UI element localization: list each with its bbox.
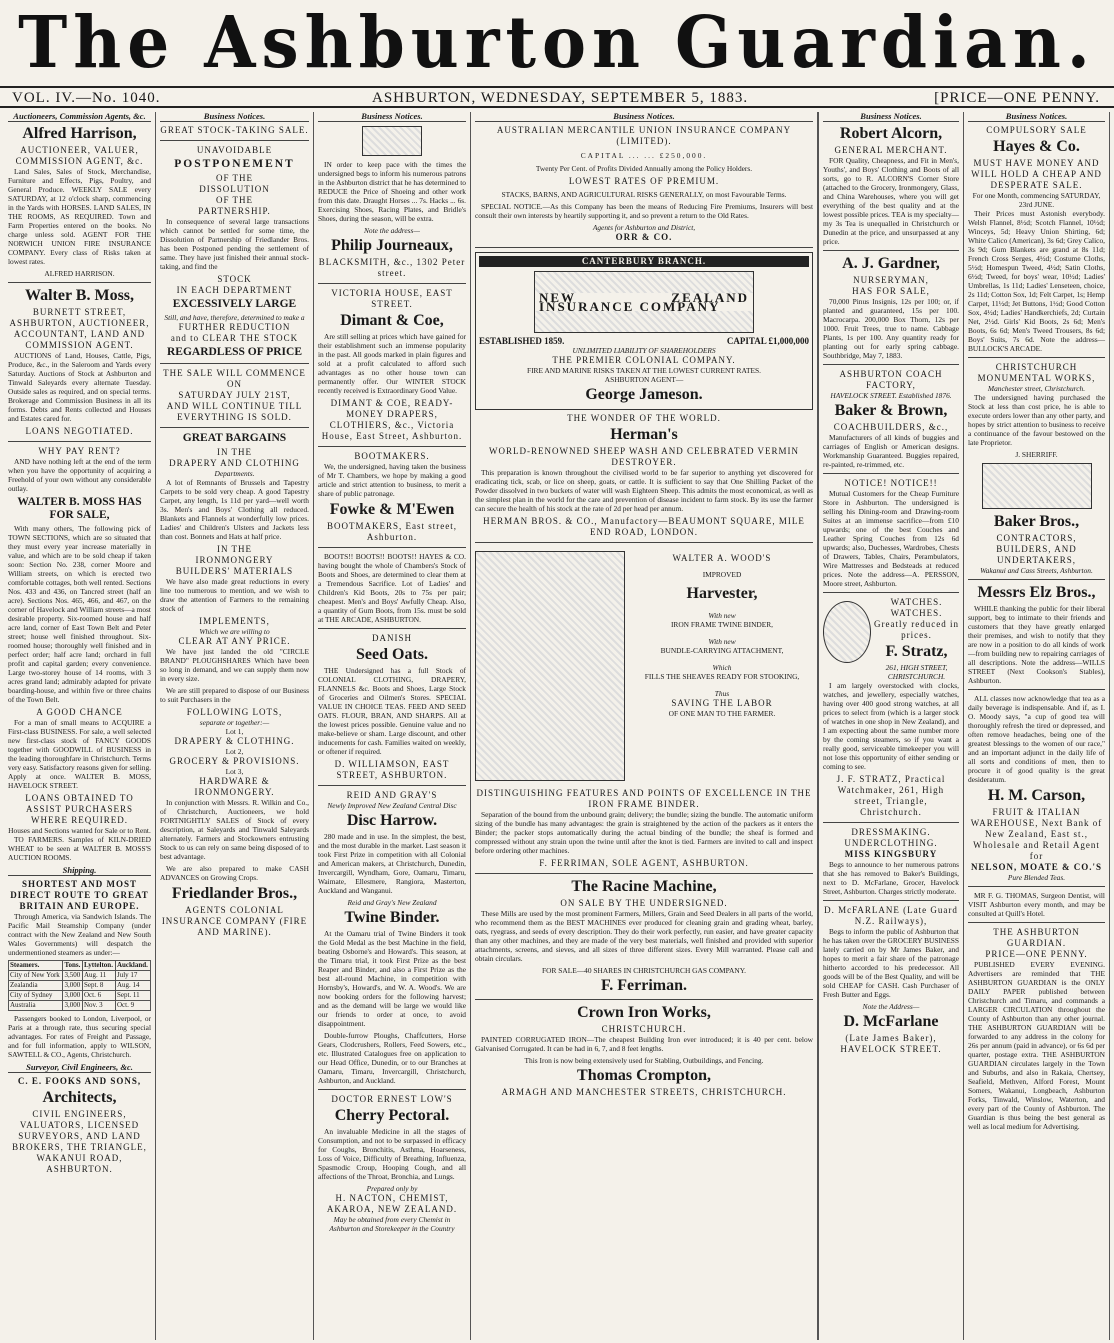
ad-line: THE ASHBURTON GUARDIAN. — [993, 927, 1080, 948]
ad-line: THE SALE WILL COMMENCE ON — [163, 368, 306, 389]
ad-line: Manchester street, Christchurch. — [987, 384, 1086, 393]
table-cell: 3,000 — [63, 981, 83, 991]
ad-body: In consequence of several large transactions which cannot be settled for some time, the Dissolution of Partnership of Friedlander Bros. has been Postponed pending the settlement of same. They have just finished their annual stock-taking, and find the — [160, 217, 309, 271]
ad-body: Passengers booked to London, Liverpool, or Paris at a through rate, thus securing special advantages. For rates of Freight and Passage, and for full information, apply to WILSON, SAWTELL & CO., Agents, Christchurch. — [8, 1014, 151, 1059]
ad-line: May be obtained from every Chemist in Ashburton and Storekeeper in the Country — [329, 1215, 455, 1233]
ad-line: BOOTMAKERS. — [354, 451, 430, 461]
ad-body: We are still prepared to dispose of our Business to suit Purchasers in the — [160, 686, 309, 704]
ad-subtitle: MUST HAVE MONEY AND WILL HOLD A CHEAP AND DESPERATE SALE. — [971, 158, 1102, 190]
ad-title: Disc Harrow. — [346, 812, 438, 829]
ad-subtitle: BOOTMAKERS, East street, Ashburton. — [327, 521, 457, 542]
ad-title: A. J. Gardner, — [842, 255, 940, 272]
ad-body: Begs to inform the public of Ashburton that he has taken over the GROCERY BUSINESS lately carried on by Mr James Baker, and hopes to merit a fair share of the patronage hitherto accorded to his predecessor. All goods will be of the Best Quality, and will be sold CHEAP for CASH. Cash Purchaser of Fresh Butter and Eggs. — [823, 927, 959, 999]
ad-title: EXCESSIVELY LARGE — [172, 298, 297, 310]
dateline — [0, 86, 1114, 108]
ad-line: ASHBURTON AGENT— — [604, 375, 684, 384]
ad-line: and to CLEAR THE STOCK — [170, 333, 299, 343]
ad-line: For one Month, commencing SATURDAY, 23rd JUNE. — [972, 191, 1101, 209]
ad-body: TO FARMERS. Samples of KILN-DRIED WHEAT to be seen at WALTER B. MOSS'S AUCTION ROOMS. — [8, 835, 151, 862]
table-cell: City of New York — [9, 971, 63, 981]
ad-line: Still, and have, therefore, determined to make a — [164, 313, 305, 322]
ad-line: OF THE — [215, 173, 254, 183]
ad-line: A GOOD CHANCE — [36, 707, 123, 717]
ad-line: Wakanui and Cass Streets, Ashburton. — [980, 566, 1093, 575]
ad-body: AND have nothing left at the end of the term when you have the opportunity of acquiring a Freehold of your own without any considerable outlay. — [8, 457, 151, 493]
watch-text — [874, 597, 959, 681]
table-cell: City of Sydney — [9, 991, 63, 1001]
ad-line: REID AND GRAY'S — [346, 790, 438, 800]
ad-title: F. Stratz, — [885, 643, 948, 660]
table-cell: Sept. 11 — [115, 991, 150, 1001]
ad-line: Which — [712, 663, 732, 672]
ad-line: DISSOLUTION — [199, 184, 270, 194]
ad-line: DRAPERY & CLOTHING. — [174, 736, 295, 746]
ad-line: FURTHER REDUCTION — [178, 322, 291, 332]
ad-body: 280 made and in use. In the simplest, the best, and the most durable in the market. Last season it took First Prize in competition with all Colonial and American makers, at Christchurch, Dunedin, Invercargill, Wyndham, Gore, Oamaru, Timaru, Waimate, Ellesmere, Rangiora, Masterton, Auckland and Wanganui. — [318, 832, 466, 895]
ad-body: ALL classes now acknowledge that tea as a daily beverage is indispensable. And if, as I. O. Moody says, "a cup of good tea will thoroughly refresh the tired or depressed, and often remove headaches, being one of the greatest blessings to the women of our race," and an important adjunct in the daily life of all sorts and conditions of men, then to procure it of good quality is the great desideratum. — [968, 694, 1105, 784]
ad-body: The undersigned having purchased the Stock at less than cost price, he is able to execute orders lower than any other party, and hopes by strict attention to business to receive a continuance of the favour bestowed on the late Proprietor. — [968, 393, 1105, 447]
ad-line: FILLS THE SHEAVES READY FOR STOOKING, — [644, 672, 800, 681]
ad-line: Houses and Sections wanted for Sale or to Rent. — [8, 826, 151, 835]
ad-subtitle: AGENTS COLONIAL INSURANCE COMPANY (FIRE AND MARINE). — [161, 905, 308, 937]
ad-subtitle: COACHBUILDERS, &c., — [833, 422, 949, 432]
table-cell: 3,000 — [63, 991, 83, 1001]
ad-title: Baker & Brown, — [834, 402, 948, 419]
ad-line: Pure Blended Teas. — [1007, 873, 1066, 882]
ad-body: In conjunction with Messrs. R. Wilkin and Co., of Christchurch, Auctioneers, we hold FORTNIGHTLY SALES of Stock of every description, at Saleyards and Tinwald Saleyards alternately. Farmers and Stockowners entrusting Stock to us can rely on same being disposed of to best advantage. — [160, 798, 309, 861]
ad-line: OF ONE MAN TO THE FARMER. — [668, 709, 776, 718]
ad-title: Hayes & Co. — [993, 138, 1080, 155]
ad-line: separate or together:— — [199, 718, 270, 727]
ad-signature: ALFRED HARRISON. — [44, 269, 115, 278]
ad-body: Separation of the bound from the unbound grain; delivery; the bundle; sizing the bundle. The automatic uniform sizing of the bundle has many advantages: the grain is straightened by the action of the packers as it enters the Binder; the packer stops automatically during the actual binding of the bundle; the sheaf is formed and compressed without any strain upon the twine until after the knot is tied. Farmers are invited to call and inspect before ordering other machines. — [475, 810, 813, 855]
table-cell: Oct. 9 — [115, 1001, 150, 1011]
ad-subtitle: BURNETT STREET, ASHBURTON, AUCTIONEER, ACCOUNTANT, LAND AND COMMISSION AGENT. — [9, 307, 150, 350]
ad-line: LOANS NEGOTIATED. — [25, 426, 134, 436]
ad-line: Newly Improved New Zealand Central Disc — [327, 801, 457, 810]
ad-title: F. Ferriman. — [600, 977, 688, 994]
ad-body: Are still selling at prices which have gained for their establishment such an immense popularity in the past. All goods marked in plain figures and sold at a profit calculated to afford such advantages as no other house town can permanently offer. Our WINTER STOCK recently received is Extraordinary Good Value. — [318, 332, 466, 395]
ad-line: BUNDLE-CARRYING ATTACHMENT, — [660, 646, 784, 655]
ad-body: A lot of Remnants of Brussels and Tapestry Carpets to be sold very cheap. A good Tapestry Carpet, any length, 1s 11d per yard—well worth 3s. Men's and Boys' Clothing all reduced. Blankets and Flannels at wonderfully low prices. Ladies' and Children's Ulsters and Jackets less than cost. Bonnets and Hats at half price. — [160, 478, 309, 541]
ad-title: Seed Oats. — [356, 646, 428, 663]
ad-line: D. McFARLANE (Late Guard N.Z. Railways), — [824, 905, 958, 926]
ad-title: Twine Binder. — [344, 909, 440, 926]
masthead — [0, 0, 1114, 84]
ad-line: HAVELOCK STREET. Established 1876. — [830, 391, 952, 400]
ad-body: SPECIAL NOTICE.—As this Company has been the means of Reducing Fire Premiums, Insurers will best consult their own interests by heartily supporting it, and so prevent a return to the Old Rates. — [475, 202, 813, 220]
capital: CAPITAL £1,000,000 — [726, 336, 809, 346]
price: [PRICE—ONE PENNY. — [934, 90, 1100, 106]
ad-title: MISS KINGSBURY — [844, 849, 938, 859]
ad-line: Reid and Gray's New Zealand — [347, 898, 437, 907]
ad-line: SATURDAY JULY 21ST, — [178, 390, 291, 400]
ad-line: Agents for Ashburton and District, — [592, 223, 696, 232]
ad-body: Their Prices must Astonish everybody. Welsh Flannel, 8½d; Scotch Flannel, 10½d; Winceys, 5d; Heavy Union Shirting, 6d; White Calico (American), 3s 6d; Grey Calico, 3s 9d; Gum Blankets are grand at 8s 11d; French Cross Serges, 4½d; Costume Cloths, 5½d; Homespun Tweed, 4½d; Satin Cloths, 6½d; Tweed, for boys' wear, 10½d; Ladies' Umbrellas, 1s 11d; Ladies' Lenseteen, choice, 2s 11d; Cotton Sox, 1d; Felt Carpet, 1s; Hemp Carpet, 11½d; Jet Buttons, 1½d; Good Cotton Sox, 4½d; Ladies' Handkerchiefs, 2d; Curtain Net, 2½d. Girls' Kid Boots, 2s 6d; Men's Boots, 6s 6d; Men's Tweed Trousers, 8s 6d; Boys' Suits, 7s 6d. Note the address—BULLOCK'S ARCADE. — [968, 209, 1105, 353]
ad-title: D. McFarlane — [843, 1013, 939, 1030]
ad-body: PUBLISHED EVERY EVENING. Advertisers are reminded that THE ASHBURTON GUARDIAN is the ONLY DAILY PAPER published between Christchurch and Timaru, and commands a LARGER CIRCULATION throughout the County of Ashburton than any other journal. THE ASHBURTON GUARDIAN will be forwarded to any address in the colony for 26s per annum (paid in advance), or 6s 6d per quarter, postage extra. THE ASHBURTON GUARDIAN circulates largely in the Town and Suburbs, and also in Rakaia, Chertsey, Seafield, Methven, Alford Forest, Mount Somers, Wakanui, Longbeach, Ashburton Forks, Tinwald, Winslow, Waterton, and every part of the County of Ashburton. The Guardian is thus being the best general as well as local medium for Advertising. — [968, 960, 1105, 1131]
table-header: Tons. — [63, 961, 83, 971]
ad-title: C. E. FOOKS AND SONS, — [17, 1076, 142, 1086]
ad-subtitle: J. F. STRATZ, Practical Watchmaker, 261, High street, Triangle, Christchurch. — [836, 774, 946, 817]
ad-subtitle: AUCTIONEER, VALUER, COMMISSION AGENT, &c. — [15, 145, 144, 166]
ad-line: UNLIMITED LIABILITY OF SHAREHOLDERS — [572, 346, 716, 355]
watch-ad — [823, 597, 959, 681]
ad-line: FIRE AND MARINE RISKS TAKEN AT THE LOWEST CURRENT RATES. — [526, 366, 761, 375]
ad-line: CLEAR AT ANY PRICE. — [178, 636, 291, 646]
ad-subtitle: ORR & CO. — [615, 232, 673, 242]
ad-line: Lot 3, — [225, 767, 244, 776]
ad-subtitle: (Late James Baker), HAVELOCK STREET. — [840, 1033, 942, 1054]
ad-body: Manufacturers of all kinds of buggies and carriages of English or American designs. Workmanship Guaranteed. Buggies repaired, re-painted, re-trimmed, etc. — [823, 433, 959, 469]
ad-line: BUILDERS' MATERIALS — [175, 566, 294, 576]
ad-line: DOCTOR ERNEST LOW'S — [331, 1094, 453, 1104]
ad-line: HARDWARE & IRONMONGERY. — [194, 776, 275, 797]
ad-line: DANISH — [371, 633, 412, 643]
ad-line: Twenty Per Cent. of Profits Divided Annually among the Policy Holders. — [535, 164, 753, 173]
ad-line: IRON FRAME TWINE BINDER, — [670, 620, 774, 629]
section-head: Auctioneers, Commission Agents, &c. — [8, 112, 151, 122]
ad-line: Lot 1, — [225, 727, 244, 736]
table-header: Auckland. — [115, 961, 150, 971]
established: ESTABLISHED 1859. — [479, 336, 565, 346]
table-cell: Aug. 11 — [82, 971, 115, 981]
ad-line: IN THE — [216, 447, 253, 457]
ad-title: POSTPONEMENT — [174, 158, 295, 170]
ad-body: We, the undersigned, having taken the business of Mr T. Chambers, we hope by making a good article and strict attention to business, to merit a share of public patronage. — [318, 462, 466, 498]
ad-title: Dimant & Coe, — [340, 312, 444, 329]
ad-line: LOWEST RATES OF PREMIUM. — [568, 176, 720, 186]
ad-body: This preparation is known throughout the civilised world to be far superior to anything yet discovered for eradicating tick, scab, or lice on sheep, goats, or cattle. It is sufficient to say that One Shilling Packet of the Powder dissolved in two buckets of water will wash Eighteen Sheep. This admits the most economical, as well as the simplest plan in the world for the care and prevention of disease incident to farm stock. By its use the farmer can secure the health of his stock at the rate of 2d per head per annum. — [475, 468, 813, 513]
table-cell: 3,500 — [63, 971, 83, 981]
ad-line: 261, HIGH STREET, CHRISTCHURCH. — [885, 663, 948, 681]
ad-title: Harvester, — [686, 585, 758, 602]
ad-title: Philip Journeaux, — [331, 237, 453, 254]
ad-body: We have also made great reductions in every line too numerous to mention, and we wish to draw the attention of Farmers to the remaining stock of — [160, 577, 309, 613]
ad-subtitle: HAS FOR SALE, — [852, 286, 930, 296]
ad-subtitle: HERMAN BROS. & CO., Manufactory—BEAUMONT SQUARE, MILE END ROAD, LONDON. — [483, 516, 805, 537]
ad-subtitle: BLACKSMITH, &c., 1302 Peter street. — [318, 257, 466, 278]
ad-title: The Racine Machine, — [571, 878, 717, 895]
ad-line: IN THE — [216, 544, 253, 554]
ad-line: DRESSMAKING. UNDERCLOTHING. — [844, 827, 938, 848]
carriage-illustration — [982, 463, 1092, 509]
ad-body: BOOTS!! BOOTS!! BOOTS!! HAYES & CO. having bought the whole of Chambers's Stock of Boots and Shoes, are determined to clear them at a Tremendous Sacrifice. Lot of Ladies' and Children's Kid Boots, 20s to 75s per pair; cheapest. Men's and Boys' Awfully Cheap. Also, a quantity of Gum Boots, from 15s. must be sold at THE ARCADE, ASHBURTON. — [318, 552, 466, 624]
ad-line: UNAVOIDABLE — [196, 145, 273, 155]
ad-body: I am largely overstocked with clocks, watches, and jewellery, especially watches, having over 400 good strong watches, at all prices to select from (which is a larger stock of watches in one shop in New Zealand), and I am expecting about the same number more by the coming steamers, so if you want a really good, serviceable timekeeper you will not lose this opportunity of either sending or coming to see. — [823, 681, 959, 771]
ad-signature: J. SHERRIFF. — [1015, 450, 1058, 459]
ad-body: AUCTIONS of Land, Houses, Cattle, Pigs, Produce, &c., in the Saleroom and Yards every Saturday. Auctions of Stock at Ashburton and Tinwald Saleyards every alternate Tuesday. Outside sales as required, and on special terms. Brokerage and Commission Business in all its forms. Debts and Rents collected and Houses and Estates cared for. — [8, 351, 151, 423]
volume-number: VOL. IV.—No. 1040. — [12, 90, 161, 106]
ad-line: Note the Address— — [862, 1002, 920, 1011]
section-head: Business Notices. — [475, 112, 813, 122]
ad-subtitle: ON SALE BY THE UNDERSIGNED. — [560, 898, 728, 908]
table-cell: Australia — [9, 1001, 63, 1011]
section-head: Shipping. — [8, 866, 151, 876]
section-head: Business Notices. — [968, 112, 1105, 122]
ad-subtitle: CIVIL ENGINEERS, VALUATORS, LICENSED SURVEYORS, AND LAND BROKERS, THE TRIANGLE, WAKANUI ROAD, ASHBURTON. — [12, 1109, 147, 1174]
ad-line: COMPULSORY SALE — [986, 125, 1087, 135]
ad-body: PAINTED CORRUGATED IRON—The cheapest Building Iron ever introduced; it is 40 per cent. below Galvanised Corrugated. It can be had in 6, 7, and 8 feet lengths. — [475, 1035, 813, 1053]
ad-subtitle: ARMAGH AND MANCHESTER STREETS, CHRISTCHURCH. — [501, 1087, 787, 1097]
table-cell: Aug. 14 — [115, 981, 150, 991]
ad-line: Prepared only by — [366, 1184, 418, 1193]
table-header: Steamers. — [9, 961, 63, 971]
ad-title: George Jameson. — [585, 386, 703, 403]
ad-title: Thomas Crompton, — [577, 1067, 711, 1084]
ad-line: CAPITAL ... ... £250,000. — [580, 151, 708, 160]
ad-body: We are also prepared to make CASH ADVANCES on Growing Crops. — [160, 864, 309, 882]
ad-line: PRICE—ONE PENNY. — [985, 949, 1088, 959]
ad-line: CHRISTCHURCH MONUMENTAL WORKS, — [977, 362, 1096, 383]
table-header: Lyttelton. — [82, 961, 115, 971]
ad-line: THE WONDER OF THE WORLD. — [567, 413, 721, 423]
ad-title: SHORTEST AND MOST DIRECT ROUTE TO GREAT BRITAIN AND EUROPE. — [10, 879, 149, 911]
ad-subtitle: NURSERYMAN, — [853, 275, 929, 285]
ad-line: FOR SALE—40 SHARES IN CHRISTCHURCH GAS COMPANY. — [542, 966, 746, 975]
ad-line: EVERYTHING IS SOLD. — [177, 412, 292, 422]
ad-title: GREAT BARGAINS — [182, 432, 287, 444]
ad-body: IN order to keep pace with the times the undersigned begs to inform his numerous patrons in the Ashburton district that he has determined to REDUCE the Price of Shoeing and other work from this date. Draught Horses ... 7s. Hacks ... 6s. Exercising Shoes, Racing Plates, and Bridle's Shoes, during the season, will be extra. — [318, 160, 466, 223]
ad-line: NOTICE! NOTICE!! — [844, 478, 938, 488]
ad-body: Land Sales, Sales of Stock, Merchandise, Furniture and Effects, Pigs, Poultry, and General Produce. WEEKLY SALE every SATURDAY, at 12 o'clock sharp, commencing in the Yards with HORSES. LAND SALES, IN THE ROOMS, AS REQUIRED. Town and Farm Properties entered on the books. No charge unless sold. AGENT FOR THE NORWICH UNION FIRE INSURANCE COMPANY. Every class of Risks taken at lowest rates. — [8, 167, 151, 266]
ad-body: Mutual Customers for the Cheap Furniture Store in Ashburton. The undersigned is selling his Dining-room and Drawing-room Suites at an immense sacrifice—from £10 upwards; one of the best Couches and Leather Spring Couches from 12s 6d upwards; also, Duchesses, Wardrobes, Chests of Drawers, Tables, Chairs, Perambulators, Wire Mattresses and Bedsteads at reduced prices. Note the address—A. PERSSON, Moore street, Ashburton. — [823, 489, 959, 588]
ad-body: FOR Quality, Cheapness, and Fit in Men's, Youths', and Boys' Clothing and Boots of all sorts, go to R. ALCORN'S Corner Store (attached to the Grocery, Ironmongery, Glass, and China Warehouses, where you will get everything of the best quality and at the lowest possible prices. TEA is my specialty—my 3s Tea is unequalled in Christchurch or Dunedin at the price, and unsurpassed at any price. — [823, 156, 959, 246]
ad-line: VICTORIA HOUSE, EAST STREET. — [331, 288, 453, 309]
ad-line: LOANS OBTAINED TO ASSIST PURCHASERS WHERE REQUIRED. — [25, 793, 134, 825]
ad-line: IN EACH DEPARTMENT — [176, 285, 293, 295]
table-cell: 3,000 — [63, 1001, 83, 1011]
ad-line: STACKS, BARNS, AND AGRICULTURAL RISKS GENERALLY, on most Favourable Terms. — [501, 190, 787, 199]
ad-line: SAVING THE LABOR — [671, 698, 773, 708]
ad-subtitle: D. WILLIAMSON, EAST STREET, ASHBURTON. — [334, 759, 450, 780]
ad-title: Cherry Pectoral. — [334, 1107, 450, 1124]
table-cell: Zealandia — [9, 981, 63, 991]
ad-line: WHY PAY RENT? — [38, 446, 121, 456]
emblem-text: NEW ZEALAND INSURANCE COMPANY — [535, 293, 753, 311]
ad-title: Walter B. Moss, — [24, 287, 135, 304]
ad-body: At the Oamaru trial of Twine Binders it took the Gold Medal as the best Machine in the field, beating Osborne's and Howard's. This season, at the Timaru trial, it took First Prize as the best Reaper and Binder, and also a First Prize as the best all-round Machine, in competition with Hornsby's, Howard's, and W. A. Wood's. We are now booking orders for the following harvest; and as the demand will be large we would like our friends to order at once, to avoid disappointment. — [318, 929, 466, 1028]
ad-title: Crown Iron Works, — [577, 1004, 711, 1021]
table-cell: Nov. 3 — [82, 1001, 115, 1011]
watch-illustration — [823, 601, 871, 663]
ad-line: GROCERY & PROVISIONS. — [169, 756, 300, 766]
ad-line: IMPROVED — [702, 570, 742, 579]
table-cell: Oct. 6 — [82, 991, 115, 1001]
ad-body: THE Undersigned has a full Stock of COLONIAL CLOTHING, DRAPERY, FLANNELS &c. Boots and Shoes, Large Stock of Groceries and Oilmen's Stores. SPECIAL VALUE IN CHOICE TEAS. FEED AND SEED OATS. FLOUR, BRAN, AND SHARPS. All at the lowest prices possible. Genuine value and no make-believe or sham. Large discount, and other inducements for cash. Families waited on weekly, or oftener if required. — [318, 666, 466, 756]
ad-line: NELSON, MOATE & CO.'S — [970, 862, 1103, 872]
ad-line: THE PREMIER COLONIAL COMPANY. — [552, 355, 736, 365]
ad-subtitle: FRUIT & ITALIAN WAREHOUSE, Next Bank of New Zealand, East st., Wholesale and Retail Agent for — [970, 807, 1103, 861]
column-6-7 — [964, 112, 1110, 1340]
ad-title: Herman's — [610, 426, 678, 443]
ad-line: IRONMONGERY — [195, 555, 274, 565]
ad-line: With new — [708, 637, 736, 646]
ad-body: MR F. G. THOMAS, Surgeon Dentist, will VISIT Ashburton every month, and may be consulted at Quill's Hotel. — [968, 891, 1105, 918]
ad-body: These Mills are used by the most prominent Farmers, Millers, Grain and Seed Dealers in all parts of the world, who recommend them as the BEST MACHINES ever produced for cleaning grain and grading wheat, barley, oats, ryegrass, and seeds of every description. They do their work perfectly, run easier, and have greater capacity than any other machines, and they are made of the very best materials, well finished and provided with superior attachments, screens, and sieves, and all sizes of three different sizes. Every Mill warranted. Please call and obtain circulars. — [475, 909, 813, 963]
ad-title: Alfred Harrison, — [22, 125, 137, 142]
ad-line: OF THE — [215, 195, 254, 205]
ad-line: Which we are willing to — [199, 627, 270, 636]
ad-title: H. M. Carson, — [987, 787, 1086, 804]
ad-body: With many others, The following pick of TOWN SECTIONS, which are so situated that they must every year increase materially in value, and which are to be sold cheap if taken soon: Section No. 238, corner Moore and William streets, on which is erected two comfortable cottages, both well rented. Sections Nos. 433 and 436, on Tancred street (half an acre). Sections Nos. 465, 466, and 467, on the corner of Havelock and William streets—a most desirable property. Six-roomed house and half acre land, corner of East Town Belt and Peter street; house well finished throughout. Six-roomed house; thoroughly well finished and in perfect order; half acre land; orchard in full profit and capital garden; every convenience. Large two-storey house of 14 rooms, with 3 acres grand land; admirably adapted for private boarding-house, and within five or three chains of the Town Belt. — [8, 524, 151, 704]
section-head: Business Notices. — [318, 112, 466, 122]
ad-line: Thus — [714, 689, 730, 698]
ad-body: An invaluable Medicine in all the stages of Consumption, and not to be surpassed in efficacy for Coughs, Bronchitis, Asthma, Hoarseness, Loss of Voice, Difficulty of Breathing, Influenza, Spasmodic Croup, Hooping Cough, and all affections of the Throat, Bronchia, and Lungs. — [318, 1127, 466, 1181]
newspaper-title: The Ashburton Guardian. — [18, 0, 1096, 85]
ad-line: ASHBURTON COACH FACTORY, — [839, 369, 943, 390]
ad-line: Note the address— — [364, 226, 420, 235]
ad-line: AND WILL CONTINUE TILL — [166, 401, 303, 411]
ad-line: WALTER A. WOOD'S — [672, 553, 772, 563]
ad-subtitle: CHRISTCHURCH. — [601, 1024, 687, 1034]
ad-line: FOLLOWING LOTS, — [186, 707, 283, 717]
ad-title: Architects, — [42, 1089, 117, 1106]
ad-line: DRAPERY AND CLOTHING — [169, 458, 300, 468]
ad-body: Through America, via Sandwich Islands. The Pacific Mail Steamship Company (under contract with the New Zealand and New South Wales Governments) will despatch the undermentioned steamers as under:— — [8, 912, 151, 957]
ad-subtitle: CONTRACTORS, BUILDERS, AND UNDERTAKERS, — [996, 533, 1077, 565]
ad-body: Double-furrow Ploughs, Chaffcutters, Horse Gears, Clodcrushers, Rollers, Feed Sowers, etc., etc. Illustrated Catalogues free on application to our Head Office, Dunedin, or to our Branches at Oamaru, Timaru, Invercargill, Christchurch, Ashburton, and Auckland. — [318, 1031, 466, 1085]
ad-line: With new — [708, 611, 736, 620]
ad-title: AUSTRALIAN MERCANTILE UNION INSURANCE COMPANY (LIMITED). — [496, 125, 792, 146]
column-5 — [818, 112, 964, 1340]
ad-title: GREAT STOCK-TAKING SALE. — [160, 125, 309, 135]
table-cell: Sept. 8 — [82, 981, 115, 991]
ad-body: For a man of small means to ACQUIRE a First-class BUSINESS. For sale, a well selected new first-class stock of FANCY GOODS together with GOODWILL of BUSINESS in the leading thoroughfare in Christchurch. Terms very easy. Satisfactory reasons given for selling. Apply at once. WALTER B. MOSS, HAVELOCK STREET. — [8, 718, 151, 790]
ad-subtitle: F. FERRIMAN, SOLE AGENT, ASHBURTON. — [539, 858, 749, 868]
ad-line: WATCHES. WATCHES. Greatly reduced in prices. — [874, 597, 959, 640]
ad-subtitle: WORLD-RENOWNED SHEEP WASH AND CELEBRATED VERMIN DESTROYER. — [488, 446, 800, 467]
section-head: Business Notices. — [823, 112, 959, 122]
ad-title: CANTERBURY BRANCH. — [479, 256, 809, 267]
section-head: Surveyor, Civil Engineers, &c. — [8, 1063, 151, 1073]
ad-title: WALTER B. MOSS HAS FOR SALE, — [17, 496, 142, 521]
ad-subtitle: GENERAL MERCHANT. — [834, 145, 948, 155]
ad-body: We have just landed the old "CIRCLE BRAND" PLOUGHSHARES Which have been so long in demand, and we can supply them now in every size. — [160, 647, 309, 683]
ad-line: PARTNERSHIP. — [198, 206, 271, 216]
ad-body: 70,000 Pinus Insignis, 12s per 100; or, if planted and guaranteed, 15s per 100. Macrocarpa. 200,000 Box Thorn, 12s per 1000. Fruit Trees, true to name. Cabbage Plants, 1s per 100. Any quantity ready for planting out for early spring cabbage. Southbridge, May 7, 1883. — [823, 297, 959, 360]
place-date: ASHBURTON, WEDNESDAY, SEPTEMBER 5, 1883. — [372, 90, 749, 106]
section-head: Business Notices. — [160, 112, 309, 122]
ad-subtitle: DISTINGUISHING FEATURES AND POINTS OF EXCELLENCE IN THE IRON FRAME BINDER. — [476, 788, 812, 809]
ad-title: Messrs Elz Bros., — [977, 584, 1096, 601]
ad-title: REGARDLESS OF PRICE — [166, 346, 303, 358]
ad-title: Friedlander Bros., — [171, 885, 298, 902]
ad-line: Departments. — [214, 469, 255, 478]
ad-subtitle: H. NACTON, CHEMIST, AKAROA, NEW ZEALAND. — [326, 1193, 458, 1214]
table-cell: July 17 — [115, 971, 150, 981]
ad-subtitle: DIMANT & COE, READY-MONEY DRAPERS, CLOTHIERS, &c., Victoria House, East Street, Ashburton. — [321, 398, 463, 441]
ad-body: WHILE thanking the public for their liberal support, beg to intimate to their friends and customers that they have greatly enlarged their premises, and wish to notify that they are now in a position to do all kinds of work—from building new to repairing carriages of all descriptions. Note the address—WILLS STREET (Next Cookson's Stables), Ashburton. — [968, 604, 1105, 685]
ad-title: Baker Bros., — [993, 513, 1080, 530]
ad-line: Lot 2, — [225, 747, 244, 756]
ad-line: STOCK — [217, 274, 252, 284]
ad-title: Robert Alcorn, — [839, 125, 943, 142]
ad-line: IMPLEMENTS, — [199, 616, 270, 626]
ad-line: This Iron is now being extensively used for Stabling, Outbuildings, and Fencing. — [524, 1056, 764, 1065]
ad-title: Fowke & M'Ewen — [329, 501, 455, 518]
ad-body: Begs to announce to her numerous patrons that she has removed to Baker's Buildings, next to D. McFarlane, Grocer, Havelock Street, Ashburton. Charges strictly moderate. — [823, 860, 959, 896]
